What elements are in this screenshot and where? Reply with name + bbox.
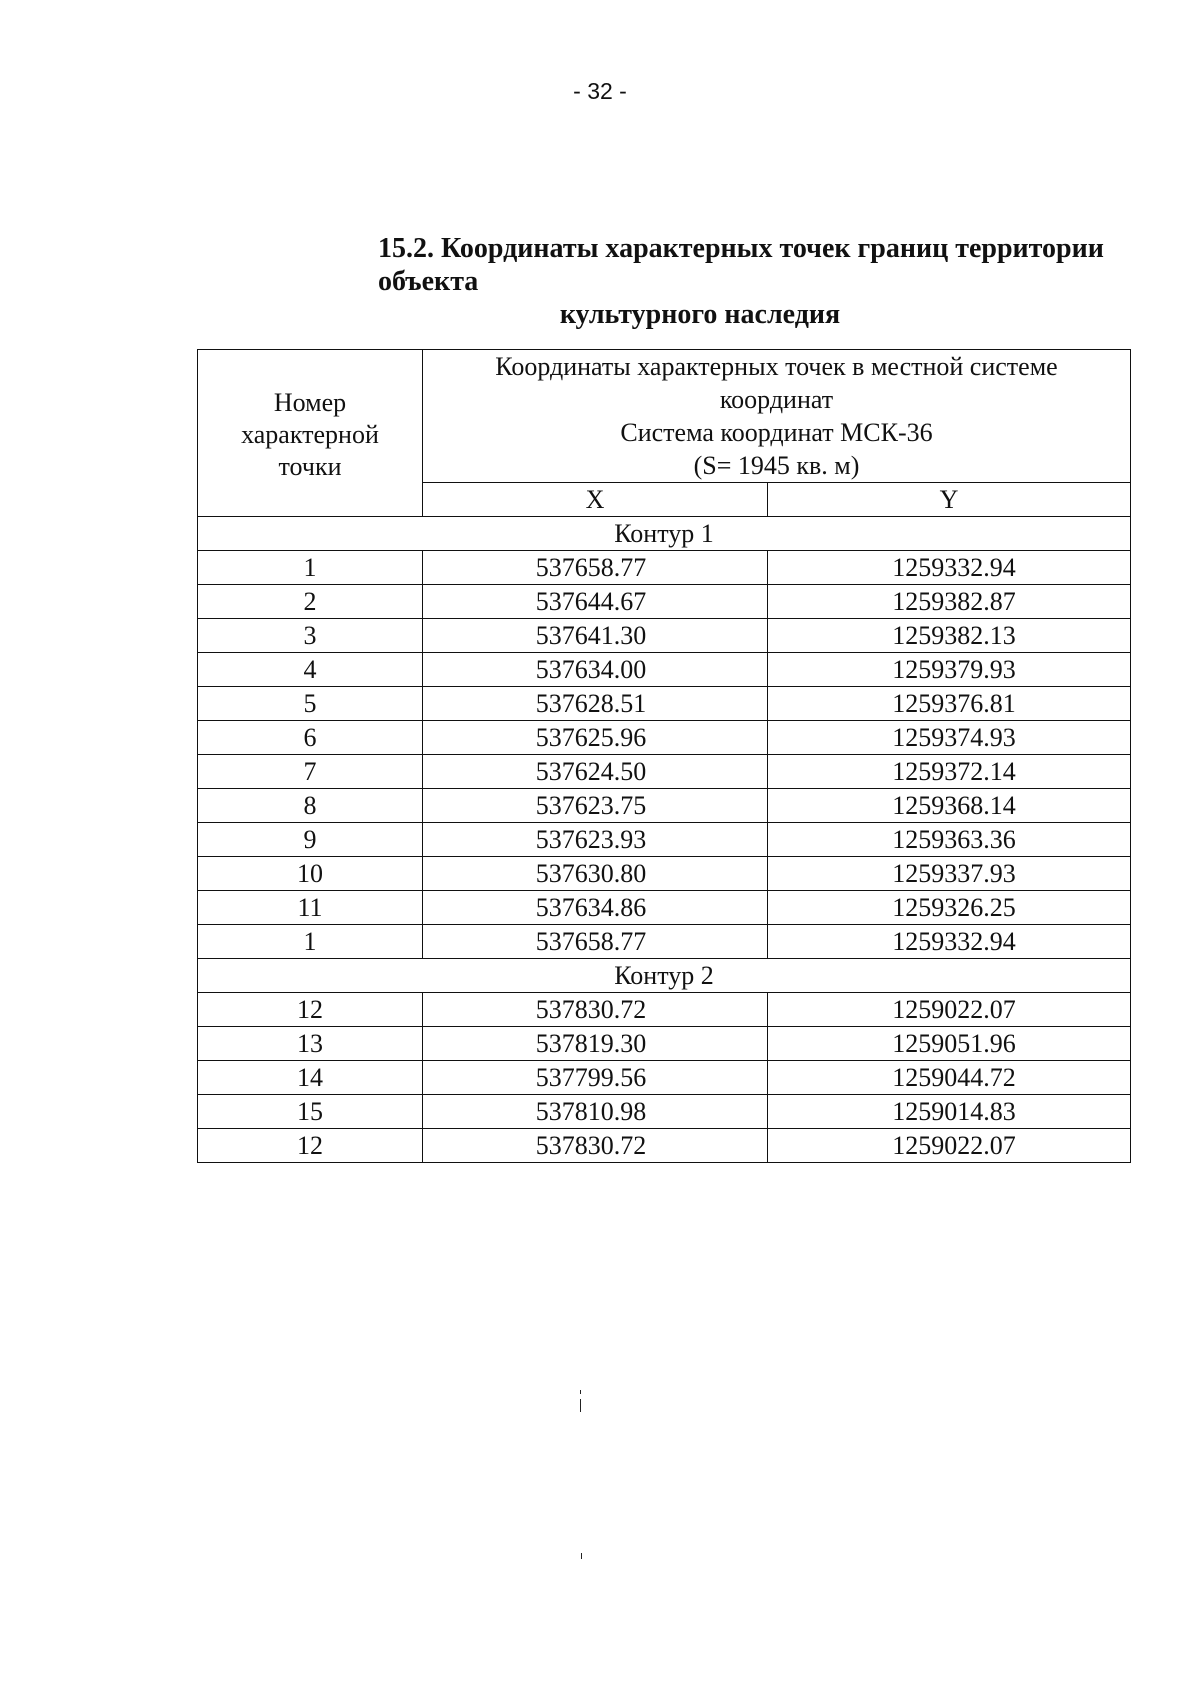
x-coordinate-cell: 537810.98 xyxy=(423,1095,768,1129)
header-point-number-line: Номер xyxy=(273,388,347,417)
table-row xyxy=(198,891,1131,925)
y-coordinate-cell: 1259332.94 xyxy=(768,925,1131,959)
point-number-cell: 3 xyxy=(198,619,423,653)
y-coordinate-cell: 1259326.25 xyxy=(768,891,1131,925)
point-number-cell: 1 xyxy=(198,551,423,585)
table-row xyxy=(198,1061,1131,1095)
margin-mark xyxy=(580,1399,581,1412)
table-row xyxy=(198,585,1131,619)
y-coordinate-cell: 1259379.93 xyxy=(768,653,1131,687)
point-number-cell: 2 xyxy=(198,585,423,619)
point-number-cell: 13 xyxy=(198,1027,423,1061)
x-coordinate-cell: 537658.77 xyxy=(423,925,768,959)
point-number-cell: 4 xyxy=(198,653,423,687)
header-point-number-line: точки xyxy=(278,452,342,481)
table-row xyxy=(198,789,1131,823)
point-number-cell: 12 xyxy=(198,1129,423,1163)
header-x: X xyxy=(423,483,768,517)
point-number-cell: 7 xyxy=(198,755,423,789)
y-coordinate-cell: 1259376.81 xyxy=(768,687,1131,721)
header-caption-line: Система координат МСК-36 xyxy=(620,418,933,447)
table-row xyxy=(198,993,1131,1027)
contour-title: Контур 1 xyxy=(198,517,1131,551)
x-coordinate-cell: 537658.77 xyxy=(423,551,768,585)
point-number-cell: 5 xyxy=(198,687,423,721)
x-coordinate-cell: 537630.80 xyxy=(423,857,768,891)
table-row xyxy=(198,551,1131,585)
header-y: Y xyxy=(768,483,1131,517)
table-header-row xyxy=(198,350,1131,483)
table-row xyxy=(198,925,1131,959)
x-coordinate-cell: 537819.30 xyxy=(423,1027,768,1061)
y-coordinate-cell: 1259022.07 xyxy=(768,1129,1131,1163)
y-coordinate-cell: 1259382.13 xyxy=(768,619,1131,653)
table-row xyxy=(198,619,1131,653)
point-number-cell: 6 xyxy=(198,721,423,755)
header-point-number-line: характерной xyxy=(241,420,379,449)
point-number-cell: 1 xyxy=(198,925,423,959)
x-coordinate-cell: 537799.56 xyxy=(423,1061,768,1095)
y-coordinate-cell: 1259363.36 xyxy=(768,823,1131,857)
table-row xyxy=(198,1027,1131,1061)
x-coordinate-cell: 537830.72 xyxy=(423,993,768,1027)
table-row xyxy=(198,1129,1131,1163)
coordinates-table xyxy=(197,349,1131,1163)
y-coordinate-cell: 1259014.83 xyxy=(768,1095,1131,1129)
table-row xyxy=(198,823,1131,857)
y-coordinate-cell: 1259382.87 xyxy=(768,585,1131,619)
x-coordinate-cell: 537641.30 xyxy=(423,619,768,653)
y-coordinate-cell: 1259372.14 xyxy=(768,755,1131,789)
contour-title: Контур 2 xyxy=(198,959,1131,993)
section-title-line-1: 15.2. Координаты характерных точек границ территории объекта xyxy=(378,233,1104,297)
x-coordinate-cell: 537625.96 xyxy=(423,721,768,755)
section-title-line-2: культурного наследия xyxy=(559,299,841,330)
point-number-cell: 11 xyxy=(198,891,423,925)
table-row xyxy=(198,653,1131,687)
contour-header-row xyxy=(198,517,1131,551)
point-number-cell: 8 xyxy=(198,789,423,823)
page-number: - 32 - xyxy=(573,78,627,104)
table-row xyxy=(198,1095,1131,1129)
header-caption-line: (S= 1945 кв. м) xyxy=(693,451,860,480)
x-coordinate-cell: 537644.67 xyxy=(423,585,768,619)
x-coordinate-cell: 537628.51 xyxy=(423,687,768,721)
y-coordinate-cell: 1259337.93 xyxy=(768,857,1131,891)
point-number-cell: 14 xyxy=(198,1061,423,1095)
table-row xyxy=(198,721,1131,755)
y-coordinate-cell: 1259044.72 xyxy=(768,1061,1131,1095)
header-coordinates-caption xyxy=(423,350,1131,483)
x-coordinate-cell: 537624.50 xyxy=(423,755,768,789)
point-number-cell: 10 xyxy=(198,857,423,891)
margin-mark xyxy=(581,1553,582,1559)
y-coordinate-cell: 1259051.96 xyxy=(768,1027,1131,1061)
contour-header-row xyxy=(198,959,1131,993)
header-caption-line: Координаты характерных точек в местной системе xyxy=(495,352,1058,381)
margin-mark xyxy=(580,1390,581,1394)
y-coordinate-cell: 1259022.07 xyxy=(768,993,1131,1027)
x-coordinate-cell: 537830.72 xyxy=(423,1129,768,1163)
y-coordinate-cell: 1259374.93 xyxy=(768,721,1131,755)
table-row xyxy=(198,687,1131,721)
x-coordinate-cell: 537623.93 xyxy=(423,823,768,857)
y-coordinate-cell: 1259332.94 xyxy=(768,551,1131,585)
point-number-cell: 9 xyxy=(198,823,423,857)
y-coordinate-cell: 1259368.14 xyxy=(768,789,1131,823)
header-caption-line: координат xyxy=(719,385,834,414)
x-coordinate-cell: 537623.75 xyxy=(423,789,768,823)
point-number-cell: 12 xyxy=(198,993,423,1027)
header-point-number xyxy=(198,350,423,517)
coordinates-table-body xyxy=(198,350,1131,1163)
point-number-cell: 15 xyxy=(198,1095,423,1129)
x-coordinate-cell: 537634.00 xyxy=(423,653,768,687)
x-coordinate-cell: 537634.86 xyxy=(423,891,768,925)
table-row xyxy=(198,857,1131,891)
section-title xyxy=(200,232,1200,331)
table-row xyxy=(198,755,1131,789)
